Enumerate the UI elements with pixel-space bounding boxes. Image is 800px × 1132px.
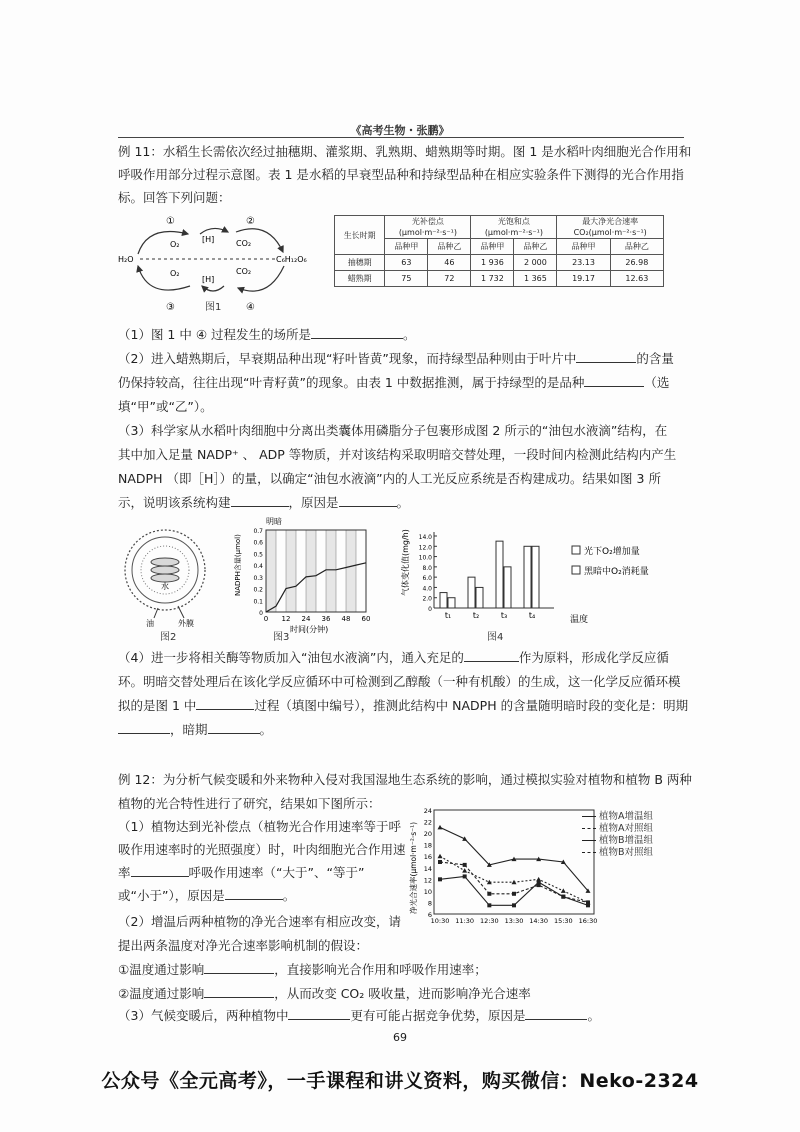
table-subheader: 品种乙 [514,239,557,255]
q12-part1-line1: （1）植物达到光补偿点（植物光合作用速率等于呼 [118,819,401,834]
fig4-legend-dark: 黑暗中O₂消耗量 [584,567,649,577]
footer-banner: 公众号《全元高考》，一手课程和讲义资料，购买微信：Neko-2324 [101,1070,699,1092]
fig4-ytick: 12.0 [418,544,432,552]
fig4-ytick: 0 [428,606,432,613]
table-header-comp: 光补偿点 (μmol·m⁻²·s⁻¹) [385,216,471,239]
table-cell: 63 [385,255,428,271]
fig1-o2-top: O₂ [170,240,180,249]
q12-xtick: 14:30 [529,917,549,925]
fig3-ytick: 0 [259,610,263,617]
table-cell: 46 [428,255,471,271]
fig4-xlabel: 温度 [570,615,589,625]
fig3-light-stripe [326,530,336,612]
fig3-xtick: 60 [361,615,371,623]
q12-point [438,854,443,859]
table-cell: 1 732 [471,271,514,287]
fig4-bar-dark [532,546,539,608]
fig3-caption: 图3 [273,632,290,643]
q12-stem-line2: 植物的光合特性进行了研究，结果如下图所示： [118,796,381,811]
fig3-ytick: 0.3 [253,574,263,582]
q12-point [512,892,516,896]
fig3-ytick: 0.4 [253,563,263,571]
page-header: 《高考生物・张鹏》 [350,124,450,137]
q11-part2-line2: 仍保持较高，往往出现“叶青籽黄”的现象。由表 1 中数据推测，属于持绿型的是品种 （选 [118,375,670,390]
fig3-ylabel: NADPH含量(μmol) [234,534,242,596]
q12-legend-label: 植物B增温组 [599,835,654,846]
fig3-light-stripe [306,530,316,612]
q12-point [561,895,565,899]
table-subheader: 品种乙 [610,239,663,255]
q12-part1-line3: 率 呼吸作用速率（“大于”、“等于” [118,865,365,880]
q12-ytick: 6 [427,911,432,919]
table-header-max: 最大净光合速率 CO₂(μmol·m⁻²·s⁻¹) [557,216,664,239]
q12-legend-label: 植物A对照组 [599,823,653,834]
fig2-water: 水 [161,582,169,591]
q11-stem-line2: 呼吸作用部分过程示意图。表 1 是水稻的早衰型品种和持绿型品种在相应实验条件下测得的光合作用指 [118,167,684,182]
q12-xtick: 13:30 [504,917,524,925]
fig4-legend-dark-swatch [572,566,580,574]
fig3-ytick: 0.1 [253,598,263,606]
fig4-xtick: t₁ [444,611,452,620]
fig4-bar-light [468,577,475,608]
q12-part1-line2: 吸作用速率时的光照强度）时，叶肉细胞光合作用速 [118,842,406,857]
figure-1-diagram [118,210,328,314]
fig1-co2-top: CO₂ [236,239,252,248]
fig4-bar-dark [476,587,483,608]
fig1-glucose: C₆H₁₂O₆ [276,255,307,264]
q11-part4-line4: ，暗期 。 [118,718,272,741]
header-rule [118,137,684,138]
q12-legend-item [582,832,692,844]
fig1-o2-bottom: O₂ [170,269,180,278]
fig4-ytick: 8.0 [422,564,432,572]
q12-point [512,880,517,885]
q12-point [561,888,566,893]
figure-3-chart [228,516,378,636]
q12-legend-label: 植物B对照组 [599,847,654,858]
fig4-ytick: 14.0 [418,534,432,541]
fig3-light-stripe [286,530,296,612]
table-cell: 75 [385,271,428,287]
q12-legend-swatch [582,840,596,841]
q12-legend-swatch [582,816,596,817]
q11-stem-line3: 标。回答下列问题： [118,190,231,205]
figure-2-droplet [118,522,228,630]
table-cell: 12.63 [610,271,663,287]
fig2-membrane: 外膜 [178,619,194,628]
q12-hypothesis-1: ①温度通过影响 ，直接影响光合作用和呼吸作用速率； [118,962,487,977]
table-row [335,255,664,271]
q12-legend-swatch [582,828,596,829]
q12-part3: （3）气候变暖后，两种植物中 更有可能占据竞争优势，原因是 。 [118,1008,600,1023]
q12-point [438,825,443,830]
q12-point [462,868,467,873]
q11-part2-line1: （2）进入蜡熟期后，早衰期品种出现“籽叶皆黄”现象，而持绿型品种则由于叶片中 的含量 [118,351,674,366]
q11-stem-line1: 例 11：水稻生长需依次经过抽穗期、灌浆期、乳熟期、蜡熟期等时期。图 1 是水稻叶肉细胞光合作用和 [118,144,692,159]
table-cell: 2 000 [514,255,557,271]
table-cell: 1 936 [471,255,514,271]
table-cell: 19.17 [557,271,610,287]
q11-part4-line3: 拟的是图 1 中 过程（填图中编号），推测此结构中 NADPH 的含量随明暗时段的变化是：明期 [118,698,689,713]
table-subheader: 品种乙 [428,239,471,255]
table-cell: 1 365 [514,271,557,287]
fig3-ytick: 0.6 [253,539,263,547]
table-header-period: 生长时期 [335,216,385,255]
fig3-xlabel: 时间(分钟) [290,625,329,634]
fig1-h-top: [H] [202,235,215,244]
q12-chart-legend [582,808,692,856]
fig3-xtick: 24 [301,615,311,623]
q11-part3-line3: NADPH （即［H］）的量，以确定“油包水液滴”内的人工光反应系统是否构建成功。结果如图 3 所 [118,471,661,486]
q12-part2-line2: 提出两条温度对净光合速率影响机制的假设： [118,938,369,953]
q12-ytick: 18 [423,841,432,850]
q12-ytick: 16 [423,853,432,862]
page-number: 69 [393,1031,407,1044]
fig4-xtick: t₃ [500,611,508,620]
fig3-top-label: 明暗 [266,517,282,526]
q12-xtick: 15:30 [553,917,573,925]
table-subheader: 品种甲 [471,239,514,255]
fig3-xtick: 48 [341,615,351,623]
q12-ytick: 12 [423,876,432,885]
fig4-legend-light-swatch [572,546,580,554]
table-subheader: 品种甲 [385,239,428,255]
fig1-h-bottom: [H] [202,275,215,284]
q12-legend-item [582,844,692,856]
fig3-plot [253,528,370,623]
q11-part4-line1: （4）进一步将相关酶等物质加入“油包水液滴”内，通入充足的 作为原料，形成化学反应循 [118,650,669,665]
fig4-bar-light [440,593,447,608]
fig1-co2-bottom: CO₂ [236,267,252,276]
q12-xtick: 16:30 [578,917,598,925]
fig1-label-2: ② [246,216,255,227]
q12-ytick: 8 [427,899,432,908]
q12-legend-swatch [582,852,596,853]
q12-hypothesis-2: ②温度通过影响 ，从而改变 CO₂ 吸收量，进而影响净光合速率 [118,986,531,1001]
q12-part1-line4: 或“小于”），原因是 。 [118,888,296,903]
fig3-light-stripe [266,530,276,612]
q12-point [536,877,541,882]
table-row [335,271,664,287]
table-cell: 抽穗期 [335,255,385,271]
q12-line-chart-plot [424,807,598,925]
q11-part3-line1: （3）科学家从水稻叶肉细胞中分离出类囊体用磷脂分子包裹形成图 2 所示的“油包水液滴”结构，在 [118,423,668,438]
fig3-light-stripe [346,530,356,612]
fig4-xtick: t₂ [472,611,480,620]
figure-4-chart [398,528,798,638]
table-cell: 26.98 [610,255,663,271]
q12-ytick: 10 [423,887,432,896]
fig3-ytick: 0.7 [253,528,263,535]
q11-part3-line2: 其中加入足量 NADP⁺ 、 ADP 等物质，并对该结构采取明暗交替处理，一段时间内检测此结构内产生 [118,447,677,462]
q12-point [487,903,491,907]
fig2-caption: 图2 [160,632,177,643]
q12-ytick: 24 [423,807,432,815]
q12-ytick: 14 [423,864,432,873]
q11-part2-line3: 填“甲”或“乙”）。 [118,399,213,414]
table-header-sat: 光饱和点 (μmol·m⁻²·s⁻¹) [471,216,557,239]
fig2-oil: 油 [146,619,154,628]
q12-xtick: 12:30 [479,917,499,925]
q12-ytick: 20 [423,830,432,839]
q12-stem-line1: 例 12：为分析气候变暖和外来物种入侵对我国湿地生态系统的影响，通过模拟实验对植物和植物 B 两种 [118,772,692,787]
fig1-label-4: ④ [246,302,255,313]
table-subheader: 品种甲 [557,239,610,255]
fig1-label-3: ③ [166,302,175,313]
fig1-label-1: ① [166,216,175,227]
q11-part1: （1）图 1 中 ④ 过程发生的场所是 。 [118,327,416,342]
fig4-bar-dark [504,567,511,608]
fig4-caption: 图4 [487,632,504,643]
fig4-legend-light: 光下O₂增加量 [584,547,640,557]
fig3-ytick: 0.5 [253,551,263,559]
fig4-bar-light [496,541,503,608]
table-cell: 72 [428,271,471,287]
fig4-ytick: 2.0 [422,595,432,603]
fig4-xtick: t₄ [528,611,536,620]
q12-point [463,863,467,867]
q12-legend-item [582,808,692,820]
fig4-ylabel: 气体变化值(mg/h) [401,529,410,596]
q12-legend-item [582,820,692,832]
q12-xtick: 11:30 [455,917,475,925]
q12-point [512,903,516,907]
table-1 [334,215,664,287]
fig4-bar-light [524,546,531,608]
table-cell: 蜡熟期 [335,271,385,287]
q12-point [438,877,442,881]
fig3-xtick: 36 [321,615,331,623]
q11-part3-line4: 示，说明该系统构建 ，原因是 。 [118,495,410,510]
fig4-plot [419,532,554,620]
table-cell: 23.13 [557,255,610,271]
q12-ytick: 22 [423,818,432,827]
fig4-ytick: 6.0 [422,575,432,583]
q12-point [537,883,541,887]
q12-point [463,874,467,878]
q12-legend-label: 植物A增温组 [599,811,653,822]
fig4-ytick: 4.0 [422,585,432,593]
q12-point [487,892,491,896]
q12-chart-ylabel: 净光合速率(μmol·m⁻²·s⁻¹) [409,821,418,914]
q12-part2-line1: （2）增温后两种植物的净光合速率有相应改变，请 [118,914,401,929]
fig3-xtick: 12 [281,615,291,623]
q12-point [438,860,442,864]
fig1-caption: 图1 [205,302,222,313]
q11-part4-line2: 环。明暗交替处理后在该化学反应循环中可检测到乙醇酸（一种有机酸）的生成，这一化学反应循环模 [118,674,681,689]
q12-line-chart [402,802,602,932]
fig1-h2o: H₂O [118,255,134,264]
q12-xtick: 10:30 [430,917,450,925]
fig4-ytick: 10.0 [418,554,432,562]
fig3-ytick: 0.2 [253,586,263,594]
fig3-xtick: 0 [263,615,269,623]
fig4-bar-dark [448,598,455,608]
